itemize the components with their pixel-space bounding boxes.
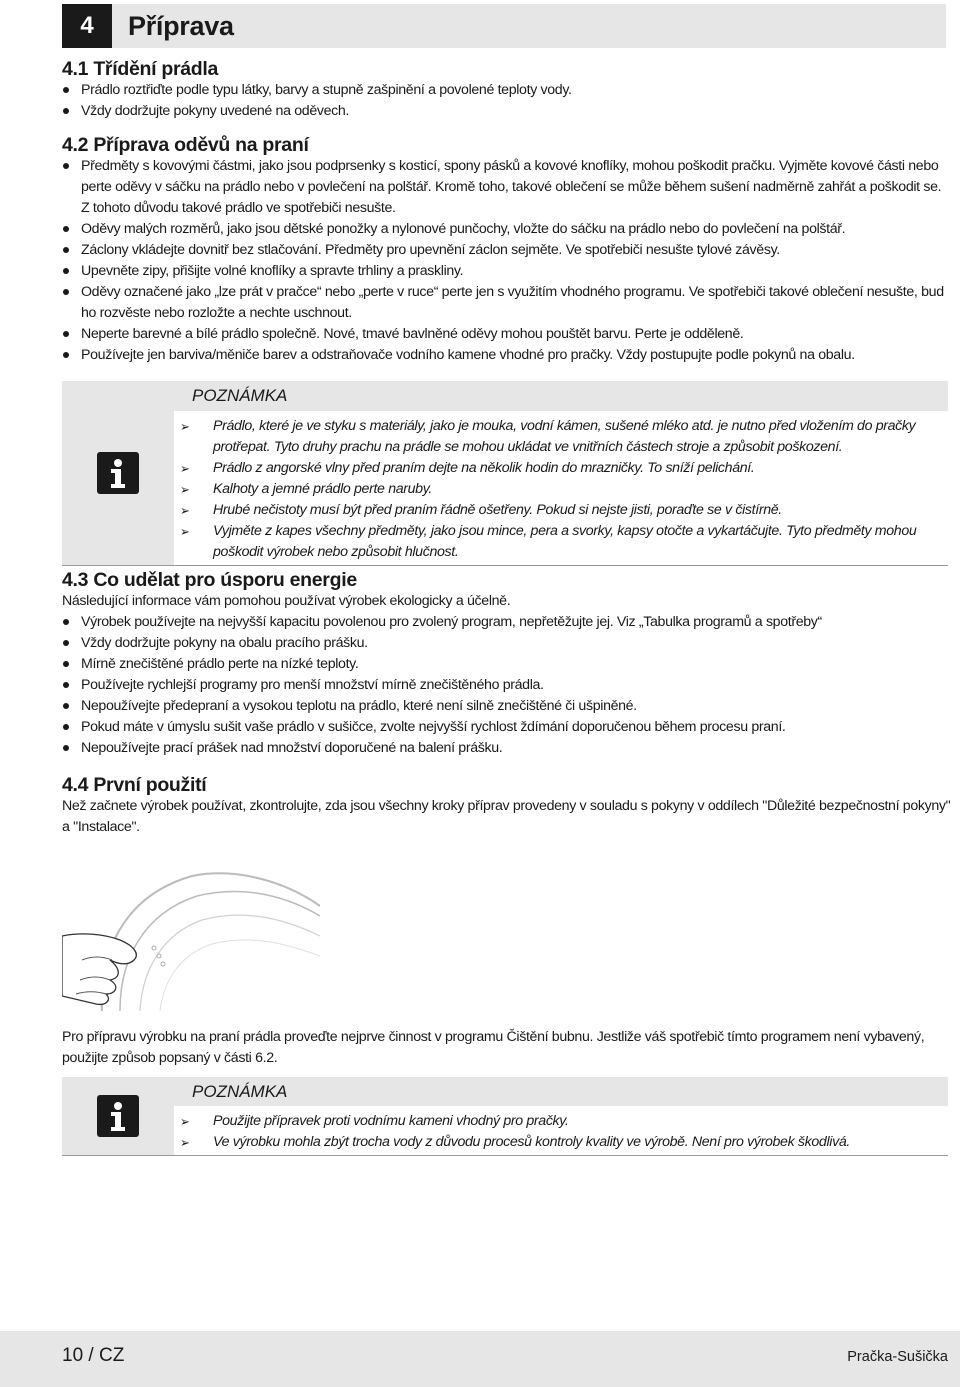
chapter-number: 4: [62, 4, 112, 48]
note-item: ➢ Použijte přípravek proti vodnímu kameni vhodný pro pračky.: [178, 1111, 948, 1132]
page-footer: [0, 1331, 960, 1387]
list-item: Výrobek používejte na nejvyšší kapacitu povolenou pro zvolený program, nepřetěžujte jej. Viz „Tabulka programů a spotřeby“: [62, 612, 952, 633]
list-item: Oděvy označené jako „lze prát v pračce“ nebo „perte v ruce“ perte jen s využitím vhodného programu. Ve spotřebiči takové oblečení nesušte, bud ho rozvěste nebo rozložte a nechte uschnout.: [62, 282, 952, 324]
section-title: 4.1 Třídění prádla: [62, 58, 219, 80]
list-item: Upevněte zipy, přišijte volné knoflíky a spravte trhliny a praskliny.: [62, 261, 952, 282]
section-4-4: [62, 774, 952, 838]
section-title: 4.4 První použití: [62, 774, 207, 796]
note-item: ➢ Kalhoty a jemné prádlo perte naruby.: [178, 479, 948, 500]
list-item: Vždy dodržujte pokyny uvedené na oděvech.: [62, 101, 952, 122]
washer-door-hand-image: [62, 836, 320, 1014]
note-icon-area: [62, 381, 174, 565]
section-4-1: [62, 58, 952, 122]
list-item: Předměty s kovovými částmi, jako jsou podprsenky s kosticí, spony pásků a kovové knoflíky, mohou poškodit pračku. Vyjměte kovové části nebo perte oděvy v sáčku na prádlo nebo v povlečení na polštář. Kromě toho, takové oblečení se může během sušení nadměrně zahřát a poškodit se. Z tohoto důvodu takové prádlo ve spotřebiči nesušte.: [62, 156, 952, 219]
product-name: Pračka-Sušička: [847, 1349, 948, 1365]
section-4-3: [62, 569, 952, 759]
note-label: POZNÁMKA: [174, 381, 948, 411]
list-item: Prádlo roztřiďte podle typu látky, barvy a stupně zašpinění a povolené teploty vody.: [62, 80, 952, 101]
note-box: [62, 1077, 948, 1156]
info-icon: [96, 1094, 140, 1138]
section-title: 4.2 Příprava oděvů na praní: [62, 134, 309, 156]
chapter-title: Příprava: [128, 10, 234, 41]
list-item: Nepoužívejte předepraní a vysokou teplotu na prádlo, které není silně znečištěné či ušpiněné.: [62, 696, 952, 717]
section-4-2: [62, 134, 952, 366]
note-item: ➢ Ve výrobku mohla zbýt trocha vody z důvodu procesů kontroly kvality ve výrobě. Není pro výrobek škodlivá.: [178, 1132, 948, 1153]
list-item: Neperte barevné a bílé prádlo společně. Nové, tmavé bavlněné oděvy mohou pouštět barvu. Perte je odděleně.: [62, 324, 952, 345]
info-icon: [96, 451, 140, 495]
list-item: Oděvy malých rozměrů, jako jsou dětské ponožky a nylonové punčochy, vložte do sáčku na prádlo nebo do povlečení na polštář.: [62, 219, 952, 240]
section-text: Než začnete výrobek používat, zkontrolujte, zda jsou všechny kroky příprav provedeny v souladu s pokyny v oddílech "Důležité bezpečnostní pokyny" a "Instalace".: [62, 798, 951, 835]
section-intro: Následující informace vám pomohou používat výrobek ekologicky a účelně.: [62, 593, 511, 609]
list-item: Používejte jen barviva/měniče barev a odstraňovače vodního kamene vhodné pro pračky. Vždy postupujte podle pokynů na obalu.: [62, 345, 952, 366]
note-item: ➢ Prádlo, které je ve styku s materiály, jako je mouka, vodní kámen, sušené mléko atd. je nutno před vložením do pračky protřepat. Tyto druhy prachu na prádle se mohou ukládat ve vnitřních částech stroje a způsobit poškození.: [178, 416, 948, 458]
list-item: Používejte rychlejší programy pro menší množství mírně znečištěného prádla.: [62, 675, 952, 696]
note-icon-area: [62, 1077, 174, 1155]
note-label: POZNÁMKA: [174, 1077, 948, 1106]
list-item: Nepoužívejte prací prášek nad množství doporučené na balení prášku.: [62, 738, 952, 759]
drum-cleaning-paragraph: [62, 1027, 952, 1069]
note-item: ➢ Prádlo z angorské vlny před praním dejte na několik hodin do mrazničky. To sníží pelichání.: [178, 458, 948, 479]
page-number: 10 / CZ: [62, 1345, 125, 1366]
section-title: 4.3 Co udělat pro úsporu energie: [62, 569, 357, 591]
note-box: [62, 381, 948, 566]
list-item: Mírně znečištěné prádlo perte na nízké teploty.: [62, 654, 952, 675]
list-item: Pokud máte v úmyslu sušit vaše prádlo v sušičce, zvolte nejvyšší rychlost ždímání doporučenou během procesu praní.: [62, 717, 952, 738]
note-item: ➢ Vyjměte z kapes všechny předměty, jako jsou mince, pera a svorky, kapsy otočte a vykartáčujte. Tyto předměty mohou poškodit výrobek nebo způsobit hlučnost.: [178, 521, 948, 563]
list-item: Vždy dodržujte pokyny na obalu pracího prášku.: [62, 633, 952, 654]
note-item: ➢ Hrubé nečistoty musí být před praním řádně ošetřeny. Pokud si nejste jisti, poraďte se v čistírně.: [178, 500, 948, 521]
drum-cleaning-illustration: [62, 836, 320, 1014]
section-text: Pro přípravu výrobku na praní prádla proveďte nejprve činnost v programu Čištění bubnu. Jestliže váš spotřebič tímto programem není vybavený, použijte způsob popsaný v části 6.2.: [62, 1029, 925, 1066]
chapter-header: [62, 4, 946, 48]
list-item: Záclony vkládejte dovnitř bez stlačování. Předměty pro upevnění záclon sejměte. Ve spotřebiči nesušte tylové závěsy.: [62, 240, 952, 261]
